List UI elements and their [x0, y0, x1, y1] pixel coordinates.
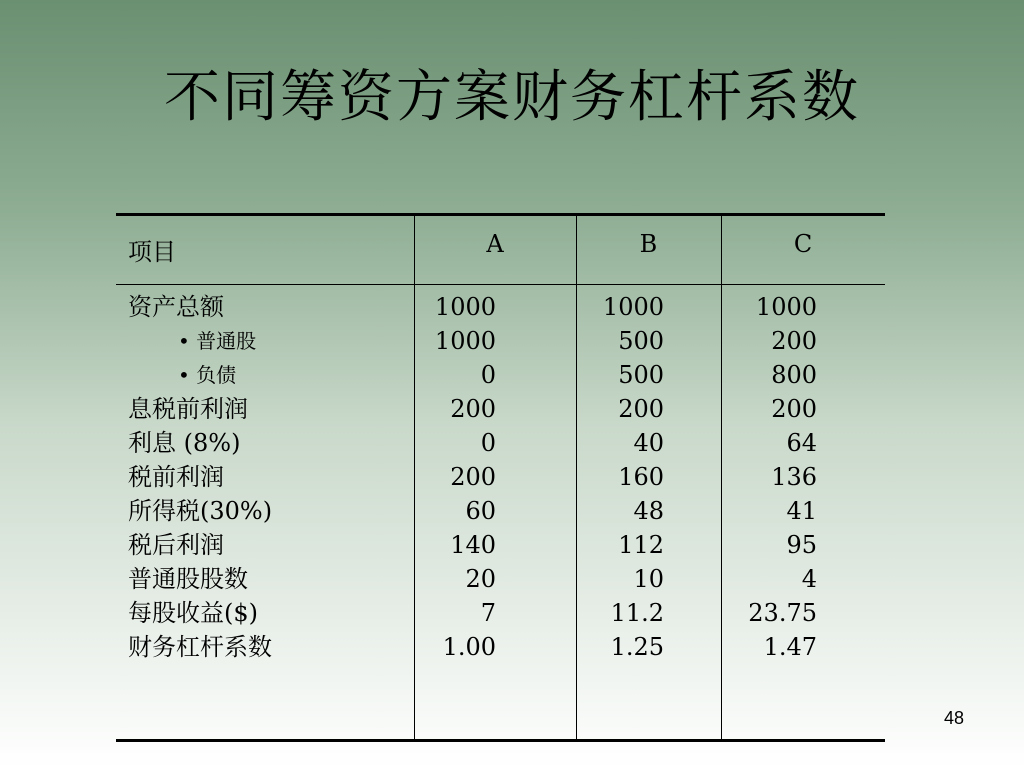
- header-col-c: C: [793, 230, 813, 258]
- cell-value: 500: [618, 361, 664, 389]
- cell-value: 7: [480, 599, 496, 627]
- cell-value: 1000: [434, 293, 496, 321]
- cell-value: 95: [786, 531, 817, 559]
- cell-value: 200: [450, 463, 496, 491]
- cell-value: 200: [771, 395, 817, 423]
- row-label: • 负债: [178, 363, 237, 387]
- row-label: 资产总额: [128, 293, 224, 321]
- row-label: 税前利润: [128, 463, 224, 491]
- cell-value: 11.2: [610, 599, 664, 627]
- financial-leverage-table: [116, 213, 885, 742]
- row-label: • 普通股: [178, 329, 257, 353]
- cell-value: 4: [801, 565, 817, 593]
- cell-value: 1000: [755, 293, 817, 321]
- row-label: 每股收益($): [128, 599, 258, 627]
- row-label: 税后利润: [128, 531, 224, 559]
- cell-value: 200: [771, 327, 817, 355]
- cell-value: 48: [633, 497, 664, 525]
- header-col-a: A: [486, 230, 504, 258]
- slide-title: 不同筹资方案财务杠杆系数: [164, 65, 860, 130]
- cell-value: 60: [465, 497, 496, 525]
- cell-value: 1000: [602, 293, 664, 321]
- cell-value: 160: [618, 463, 664, 491]
- row-label: 财务杠杆系数: [128, 633, 272, 661]
- row-label: 利息 (8%): [128, 429, 241, 457]
- cell-value: 23.75: [748, 599, 817, 627]
- header-item: 项目: [128, 238, 176, 266]
- cell-value: 200: [450, 395, 496, 423]
- cell-value: 20: [465, 565, 496, 593]
- cell-value: 1000: [434, 327, 496, 355]
- cell-value: 1.47: [763, 633, 817, 661]
- cell-value: 1.25: [610, 633, 664, 661]
- cell-value: 800: [771, 361, 817, 389]
- cell-value: 500: [618, 327, 664, 355]
- row-label: 息税前利润: [128, 395, 248, 423]
- cell-value: 200: [618, 395, 664, 423]
- header-divider: [116, 284, 885, 285]
- column-a-values: [414, 290, 496, 664]
- row-labels: [128, 290, 272, 664]
- cell-value: 40: [633, 429, 664, 457]
- cell-value: 140: [450, 531, 496, 559]
- cell-value: 41: [786, 497, 817, 525]
- row-label: 普通股股数: [128, 565, 248, 593]
- cell-value: 136: [771, 463, 817, 491]
- page-number: 48: [943, 708, 964, 728]
- cell-value: 10: [633, 565, 664, 593]
- row-label: 所得税(30%): [128, 497, 273, 525]
- header-col-b: B: [639, 230, 658, 258]
- cell-value: 112: [618, 531, 664, 559]
- cell-value: 0: [480, 361, 496, 389]
- column-c-values: [721, 290, 817, 664]
- cell-value: 0: [480, 429, 496, 457]
- cell-value: 64: [786, 429, 817, 457]
- cell-value: 1.00: [442, 633, 496, 661]
- column-b-values: [576, 290, 664, 664]
